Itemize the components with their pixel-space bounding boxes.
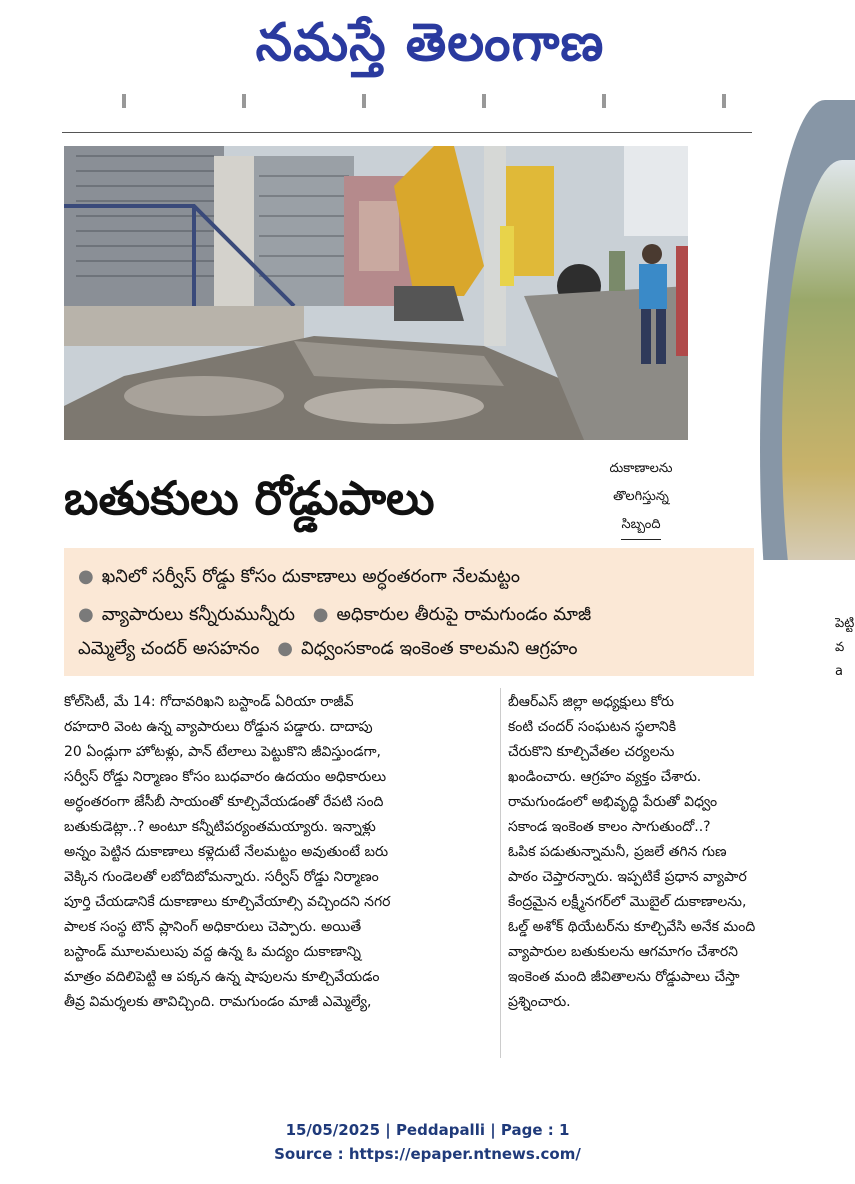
text-line: తీవ్ర విమర్శలకు తావిచ్చింది. రామగుండం మాజీ ఎమ్మెల్యే, — [64, 994, 372, 1010]
text-line: రహదారి వెంట ఉన్న వ్యాపారులు రోడ్డున పడ్డారు. దాదాపు — [64, 719, 373, 735]
text-line: కోల్‌సిటీ, మే 14: గోదావరిఖని బస్టాండ్ ఏరియా రాజీవ్ — [64, 694, 354, 710]
highlight-item: ● వ్యాపారులు కన్నీరుమున్నీరు ● అధికారుల తీరుపై రామగుండం మాజీ — [78, 604, 592, 625]
text-line: సకాండ ఇంకెంత కాలం సాగుతుందో..? — [508, 819, 711, 835]
bullet-icon: ● — [78, 604, 94, 625]
headline: బతుకులు రోడ్డుపాలు — [64, 471, 435, 525]
adjacent-article-image — [760, 100, 855, 560]
text-line: బస్టాండ్ మూలమలుపు వద్ద ఉన్న ఓ మద్యం దుకాణాన్ని — [64, 944, 361, 960]
header-rule — [62, 92, 752, 133]
highlight-item: ● ఖనిలో సర్వీస్ రోడ్డు కోసం దుకాణాలు అర్ధంతరంగా నేలమట్టం — [78, 566, 521, 587]
page-footer — [0, 1118, 855, 1166]
caption-line: సిబ్బంది — [621, 511, 660, 540]
news-photo — [64, 146, 688, 440]
text-line: కేంద్రమైన లక్ష్మీనగర్‌లో మొబైల్ దుకాణాలను, — [508, 894, 747, 910]
text-line: బీఆర్‌ఎస్ జిల్లా అధ్యక్షులు కోరు — [508, 694, 675, 710]
footer-source-link[interactable]: Source : https://epaper.ntnews.com/ — [274, 1145, 581, 1163]
highlight-item: ఎమ్మెల్యే చందర్ అసహనం ● విధ్వంసకాండ ఇంకెంత కాలమని ఆగ్రహం — [78, 638, 578, 659]
text-line: చేరుకొని కూల్చివేతల చర్యలను — [508, 744, 675, 760]
caption-line: తొలగిస్తున్న — [613, 489, 669, 504]
text-line: రామగుండంలో అభివృద్ధి పేరుతో విధ్వం — [508, 794, 718, 810]
photo-caption — [586, 455, 696, 540]
text-line: అన్నం పెట్టిన దుకాణాలు కళ్లెదుటే నేలమట్టం అవుతుంటే బరు — [64, 844, 389, 860]
text-line: వ్యాపారుల బతుకులను ఆగమాగం చేశారని — [508, 944, 738, 960]
text-line: పూర్తి చేయడానికే దుకాణాలు కూల్చివేయాల్సి వచ్చిందని నగర — [64, 894, 391, 910]
text-line: ఇంకెంత మంది జీవితాలను రోడ్డుపాలు చేస్తా — [508, 969, 740, 985]
adjacent-article-text: పెట్టి వ a — [835, 616, 855, 679]
text-line: పాఠం చెప్తారన్నారు. ఇప్పటికే ప్రధాన వ్యాపార — [508, 869, 747, 885]
masthead-logo: నమస్తే తెలంగాణ — [255, 13, 605, 73]
bullet-icon: ● — [78, 566, 94, 587]
bullet-icon: ● — [312, 604, 329, 625]
text-line: వెక్కిన గుండెలతో లబోదిబోమన్నారు. సర్వీస్ రోడ్డు నిర్మాణం — [64, 869, 379, 885]
text-line: అర్ధంతరంగా జేసీబీ సాయంతో కూల్చివేయడంతో రేపటి సంది — [64, 794, 384, 810]
text-line: ఓల్డ్ అశోక్ థియేటర్‌ను కూల్చివేసి అనేక మంది — [508, 919, 756, 935]
footer-date-line: 15/05/2025 | Peddapalli | Page : 1 — [285, 1121, 570, 1139]
article-column-right — [508, 690, 855, 1015]
text-line: ఓపిక పడుతున్నామనీ, ప్రజలే తగిన గుణ — [508, 844, 727, 860]
text-line: ఖండించారు. ఆగ్రహం వ్యక్తం చేశారు. — [508, 769, 702, 785]
text-line: పాలక సంస్థ టౌన్ ప్లానింగ్ అధికారులు చెప్పారు. అయితే — [64, 919, 362, 935]
text-line: 20 ఏండ్లుగా హోటళ్లు, పాన్ టేలాలు పెట్టుకొని జీవిస్తుండగా, — [64, 744, 381, 760]
text-line: మాత్రం వదిలిపెట్టి ఆ పక్కన ఉన్న షాపులను కూల్చివేయడం — [64, 969, 380, 985]
column-divider — [500, 688, 501, 1058]
text-line: సర్వీస్ రోడ్డు నిర్మాణం కోసం బుధవారం ఉదయం అధికారులు — [64, 769, 387, 785]
article-column-left — [64, 690, 498, 1015]
text-line: కంటి చందర్ సంఘటన స్థలానికి — [508, 719, 677, 735]
bullet-icon: ● — [277, 638, 293, 659]
text-line: ప్రశ్నించారు. — [508, 994, 571, 1010]
text-line: బతుకుడెట్లా..? అంటూ కన్నీటిపర్యంతమయ్యారు. ఇన్నాళ్లు — [64, 819, 376, 835]
caption-line: దుకాణాలను — [609, 461, 673, 476]
highlights-box — [64, 548, 754, 676]
